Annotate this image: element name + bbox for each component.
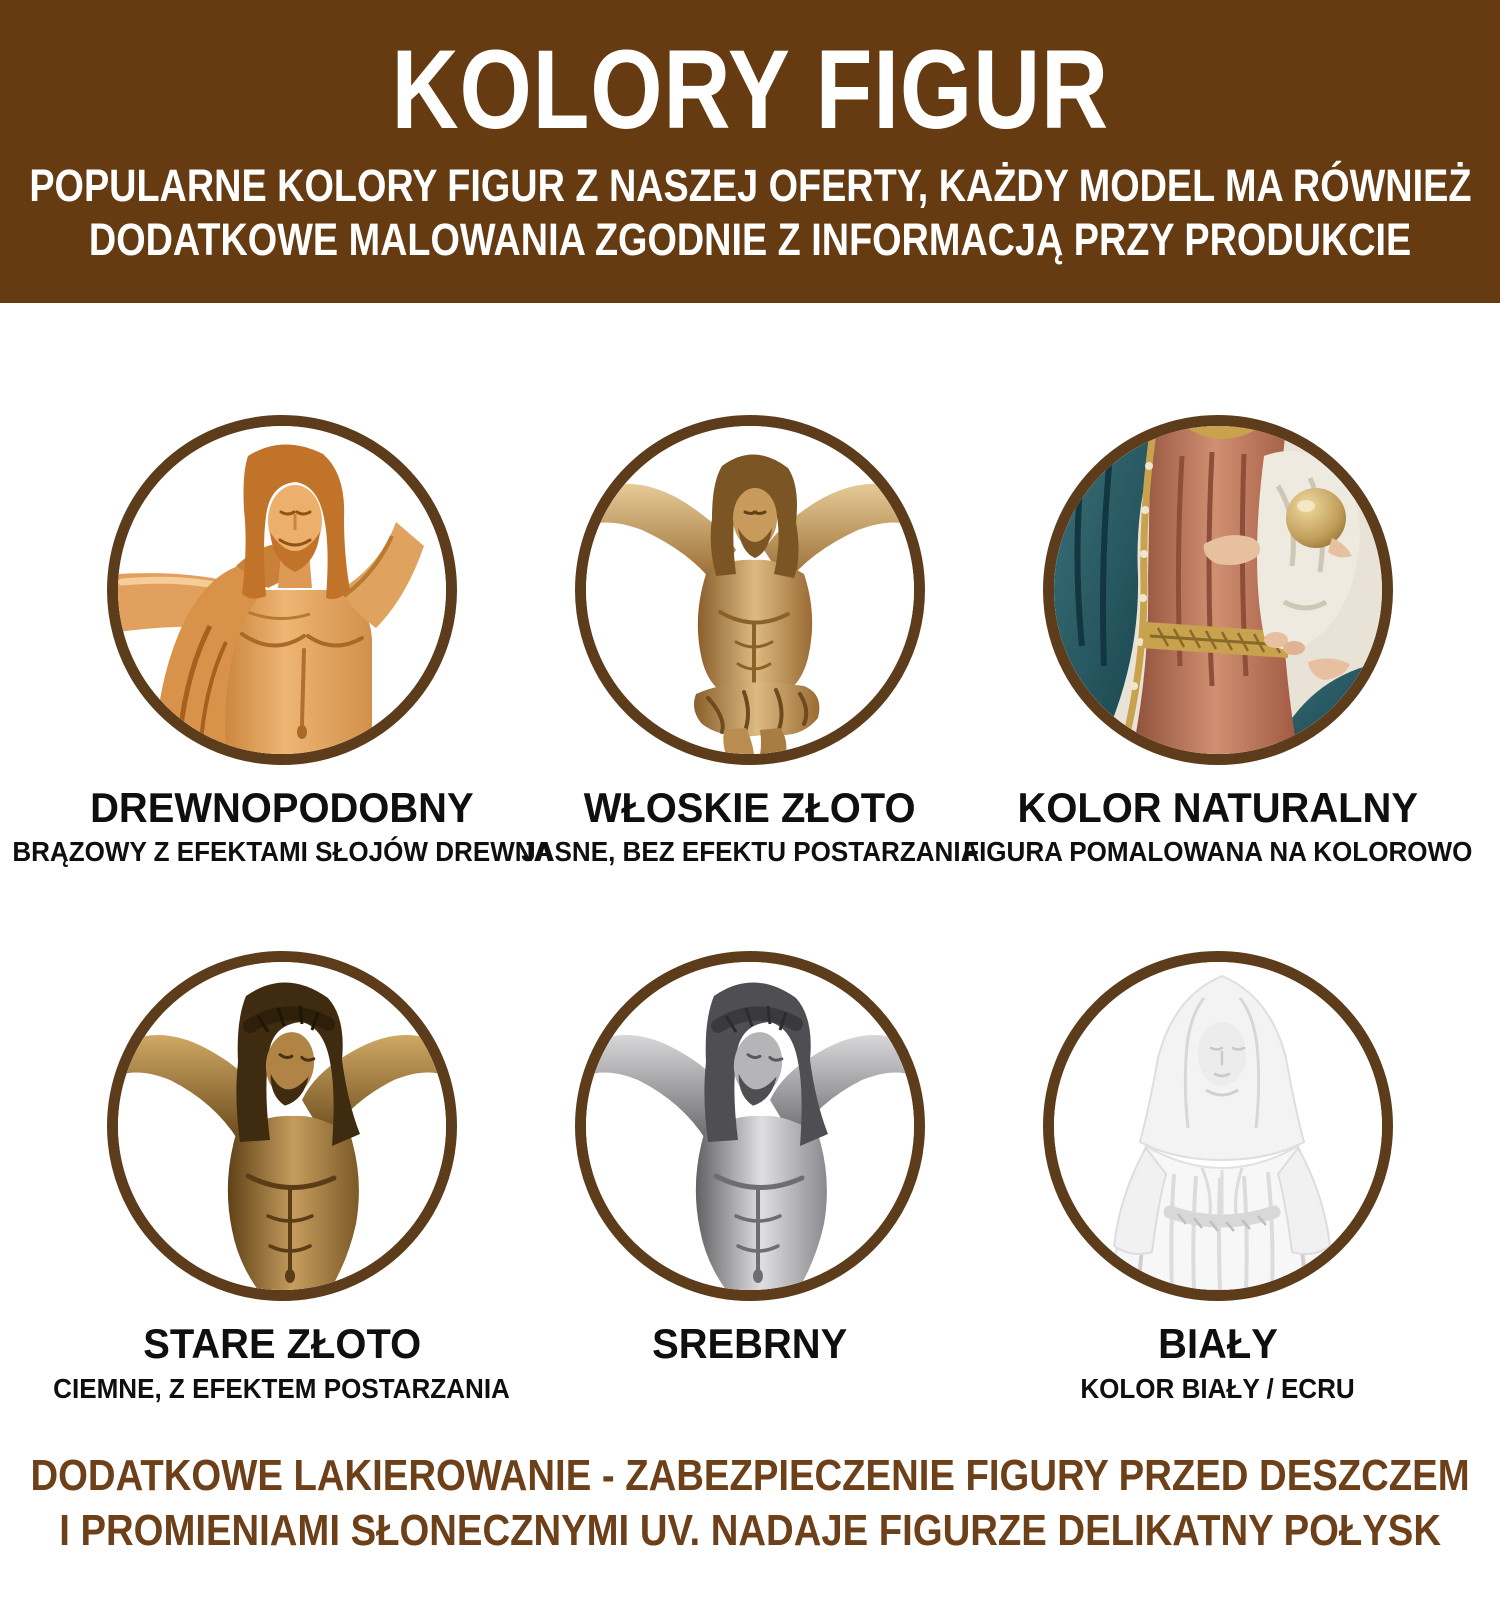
color-option-label: SREBRNY [652, 1320, 848, 1368]
color-option-sublabel: CIEMNE, Z EFEKTEM POSTARZANIA [53, 1372, 511, 1404]
color-option-stare-zloto [48, 951, 516, 1405]
srebrny-photo-circle [575, 951, 925, 1301]
bright-gold-crucifix-image [586, 426, 914, 754]
dark-gold-crucifix-image [118, 962, 446, 1290]
color-option-sublabel: KOLOR BIAŁY / ECRU [1080, 1372, 1356, 1404]
wloskie-zloto-photo-circle [575, 415, 925, 765]
bialy-photo-circle [1043, 951, 1393, 1301]
color-option-label: KOLOR NATURALNY [1017, 784, 1419, 832]
footer-line1: DODATKOWE LAKIEROWANIE - ZABEZPIECZENIE FIGURY PRZED DESZCZEM [30, 1450, 1470, 1500]
header-subtitle-line1: POPULARNE KOLORY FIGUR Z NASZEJ OFERTY, KAŻDY MODEL MA RÓWNIEŻ [28, 160, 1472, 212]
color-options-grid [0, 415, 1500, 1405]
footer-note [0, 1448, 1500, 1559]
stare-zloto-photo-circle [107, 951, 457, 1301]
page-title: KOLORY FIGUR [391, 27, 1109, 152]
drewnopodobny-photo-circle [107, 415, 457, 765]
white-mary-statue-image [1054, 962, 1382, 1290]
header-banner [0, 0, 1500, 303]
color-option-label: WŁOSKIE ZŁOTO [584, 784, 916, 832]
colorful-madonna-image [1054, 426, 1382, 754]
color-option-label: STARE ZŁOTO [143, 1320, 421, 1368]
color-option-sublabel: FIGURA POMALOWANA NA KOLOROWO [963, 836, 1473, 868]
color-option-wloskie-zloto [516, 415, 984, 869]
color-option-sublabel: JASNE, BEZ EFEKTU POSTARZANIA [520, 836, 980, 868]
color-option-label: BIAŁY [1158, 1320, 1278, 1368]
silver-crucifix-image [586, 962, 914, 1290]
color-option-drewnopodobny [11, 415, 553, 869]
color-option-sublabel: BRĄZOWY Z EFEKTAMI SŁOJÓW DREWNA [11, 836, 553, 868]
kolor-naturalny-photo-circle [1043, 415, 1393, 765]
wood-statue-image [118, 426, 446, 754]
color-option-kolor-naturalny [963, 415, 1473, 869]
color-option-label: DREWNOPODOBNY [90, 784, 474, 832]
color-option-bialy [984, 951, 1452, 1405]
color-option-srebrny [516, 951, 984, 1405]
header-subtitle-line2: DODATKOWE MALOWANIA ZGODNIE Z INFORMACJĄ PRZY PRODUKCIE [88, 214, 1412, 266]
footer-line2: I PROMIENIAMI SŁONECZNYMI UV. NADAJE FIGURZE DELIKATNY POŁYSK [59, 1506, 1441, 1555]
header-subtitle [10, 159, 1490, 267]
